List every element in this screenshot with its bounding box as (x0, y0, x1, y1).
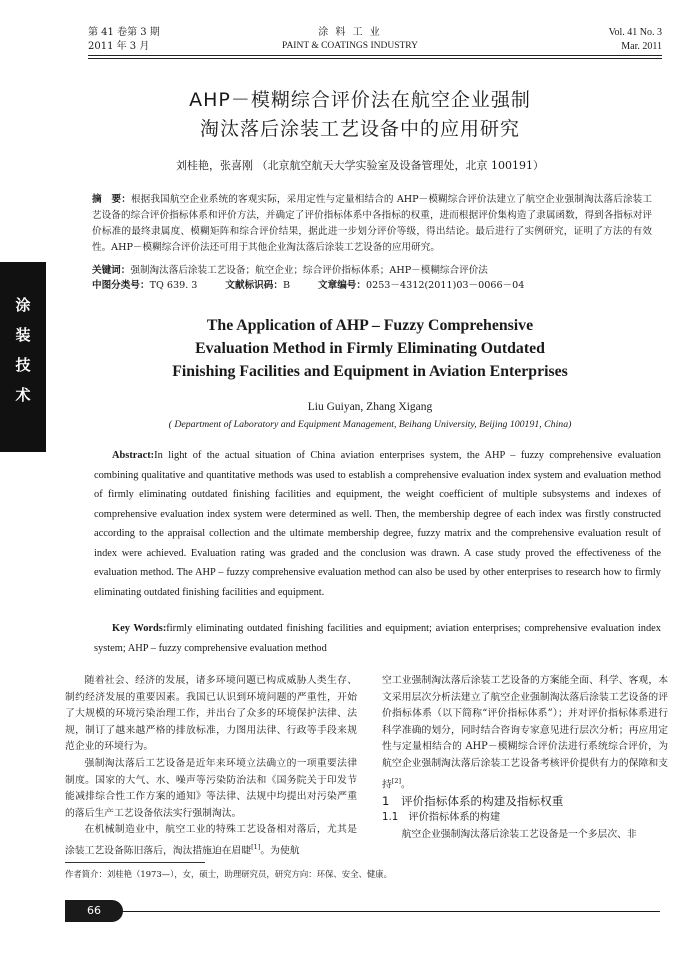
keywords-en-text: firmly eliminating outdated finishing facilities and equipment; aviation enterprises; comprehensive evaluation index system; AHP – fuzzy comprehensive evaluation method (94, 623, 661, 654)
section-heading-1: 1 评价指标体系的构建及指标权重 (382, 794, 564, 809)
body-paragraph: 强制淘汰落后工艺设备是近年来环境立法确立的一项重要法律制度。国家的大气、水、噪声等污染防治法和《国务院关于印发节能减排综合性工作方案的通知》等法律、法规中均提出对污染严重的落后生产工艺设备依法实行强制淘汰。 (65, 757, 357, 819)
affiliation-en: ( Department of Laboratory and Equipment Management, Beihang University, Beijing 100191, China) (168, 419, 572, 430)
section-side-tab (0, 262, 46, 452)
abstract-cn-label: 摘 要： (92, 194, 131, 205)
header-volume-cn: 第 41 卷第 3 期 (88, 27, 160, 38)
keywords-cn-text: 强制淘汰落后涂装工艺设备；航空企业；综合评价指标体系；AHP－模糊综合评价法 (130, 265, 488, 276)
side-tab-char: 术 (15, 386, 31, 404)
header-volume-en: Vol. 41 No. 3 (608, 27, 662, 38)
abstract-en-label: Abstract: (112, 450, 155, 461)
citation-ref: [1] (251, 842, 261, 851)
article-title-en (80, 314, 660, 383)
body-text: 空工业强制淘汰落后涂装工艺设备的方案能全面、科学、客观，本文采用层次分析法建立了航空企业强制淘汰落后涂装工艺设备的评价指标体系（以下简称“评价指标体系”）；并对评价指标体系进行科学准确的划分，同时结合咨询专家意见进行层次分析；再应用定性与定量相结合的 AHP－模糊综合评价法进行系统综合评价，为航空企业强制淘汰落后涂装工艺设备考核评价提供有力的保障和支持 (382, 675, 668, 790)
header-date-cn: 2011 年 3 月 (88, 41, 150, 52)
article-title-cn (80, 86, 640, 144)
header-journal-en: PAINT & COATINGS INDUSTRY (282, 41, 418, 51)
abstract-en-text: In light of the actual situation of China aviation enterprises system, the AHP – fuzzy comprehensive evaluation combining qualitative and quantitative methods was used to establish a comprehensive evaluation index system and evaluation method of firmly eliminating outdated finishing facilities and equipment, the weight coefficient of multiple subsystems and indexes of comprehensive evaluation index system were determined as well. Then, the membership degree of each index was firstly constructed according to the appraisal collection and the ultimate membership degree, fuzzy matrix and the comprehensive evaluation result of index were achieved. Evaluation rating was graded and the conclusion was drawn. A case study proved the effectiveness of the evaluation method. The AHP – fuzzy comprehensive evaluation method can also be used by other enterprises to research how to firmly eliminating outdated finishing facilities and equipment. (94, 450, 661, 598)
section-heading-1-1: 1.1 评价指标体系的构建 (382, 812, 501, 824)
body-text: 在机械制造业中，航空工业的特殊工艺设备相对落后，尤其是涂装工艺设备陈旧落后，淘汰措施迫在眉睫 (65, 824, 357, 857)
header-rule-thin (88, 58, 662, 59)
doc-code-label: 文献标识码： (225, 280, 283, 291)
title-en-line: Evaluation Method in Firmly Eliminating Outdated (195, 340, 545, 357)
article-no-label: 文章编号： (318, 280, 366, 291)
doc-code-value: B (282, 280, 291, 291)
title-en-line: Finishing Facilities and Equipment in Aviation Enterprises (172, 363, 568, 380)
side-tab-label (0, 290, 46, 410)
header-date-en: Mar. 2011 (621, 41, 662, 52)
title-cn-line: AHP－模糊综合评价法在航空企业强制 (189, 89, 531, 111)
body-paragraph: 随着社会、经济的发展，诸多环境问题已构成威胁人类生存、制约经济发展的重要因素。我国已认识到环境问题的严重性，开始了大规模的环境污染治理工作，并出台了众多的环境保护法律、法规，制订了越来越严格的排放标准，力图用法律、行政等手段来规范企业的环境行为。 (65, 675, 357, 753)
title-en-line: The Application of AHP – Fuzzy Comprehensive (206, 317, 534, 334)
footer-rule (65, 911, 660, 912)
page-number-badge: 66 (65, 900, 123, 922)
author-footnote: 作者简介：刘桂艳（1973—），女，硕士，助理研究员，研究方向：环保、安全、健康。 (65, 869, 392, 879)
footnote-rule (65, 862, 205, 863)
title-cn-line: 淘汰落后涂装工艺设备中的应用研究 (199, 118, 520, 140)
side-tab-char: 装 (15, 326, 31, 344)
authors-en: Liu Guiyan, Zhang Xigang (307, 401, 433, 413)
keywords-en-label: Key Words: (112, 623, 167, 634)
body-paragraph (65, 822, 357, 859)
side-tab-char: 涂 (15, 296, 31, 314)
running-header (0, 0, 700, 60)
body-paragraph (382, 673, 668, 793)
citation-ref: [2] (391, 776, 402, 785)
classification-line (92, 279, 662, 293)
clc-label: 中图分类号： (92, 280, 150, 291)
keywords-en (94, 619, 661, 658)
body-paragraph: 航空企业强制淘汰落后涂装工艺设备是一个多层次、非 (401, 828, 637, 840)
clc-value: TQ 639. 3 (149, 280, 198, 291)
keywords-cn (92, 264, 662, 278)
body-column-left (65, 673, 357, 860)
abstract-cn-text: 根据我国航空企业系统的客观实际，采用定性与定量相结合的 AHP－模糊综合评价法建立了航空企业强制淘汰落后涂装工艺设备的综合评价指标体系和评价方法，并确定了评价指标体系中各指标的权重，进而根据评价集构造了隶属函数，得到各指标对评价标准的最终隶属度、模糊矩阵和综合评价结果，据此进一步划分评价等级，得出结论。最后进行了实例研究，证明了方法的有效性。AHP－模糊综合评价法还可用于其他企业淘汰落后涂装工艺设备的应用研究。 (92, 194, 653, 253)
abstract-en (94, 446, 661, 602)
article-no-value: 0253－4312(2011)03－0066－04 (366, 280, 525, 291)
header-rule-thick (88, 55, 662, 56)
body-column-right (382, 673, 668, 843)
authors-cn: 刘桂艳，张喜刚 （北京航空航天大学实验室及设备管理处，北京 100191） (176, 159, 544, 172)
keywords-cn-label: 关键词： (92, 265, 131, 276)
body-text: 。为使航 (260, 845, 300, 857)
abstract-cn (92, 192, 652, 256)
body-text: 。 (401, 778, 411, 790)
header-journal-cn: 涂 料 工 业 (318, 27, 382, 38)
side-tab-char: 技 (15, 356, 31, 374)
